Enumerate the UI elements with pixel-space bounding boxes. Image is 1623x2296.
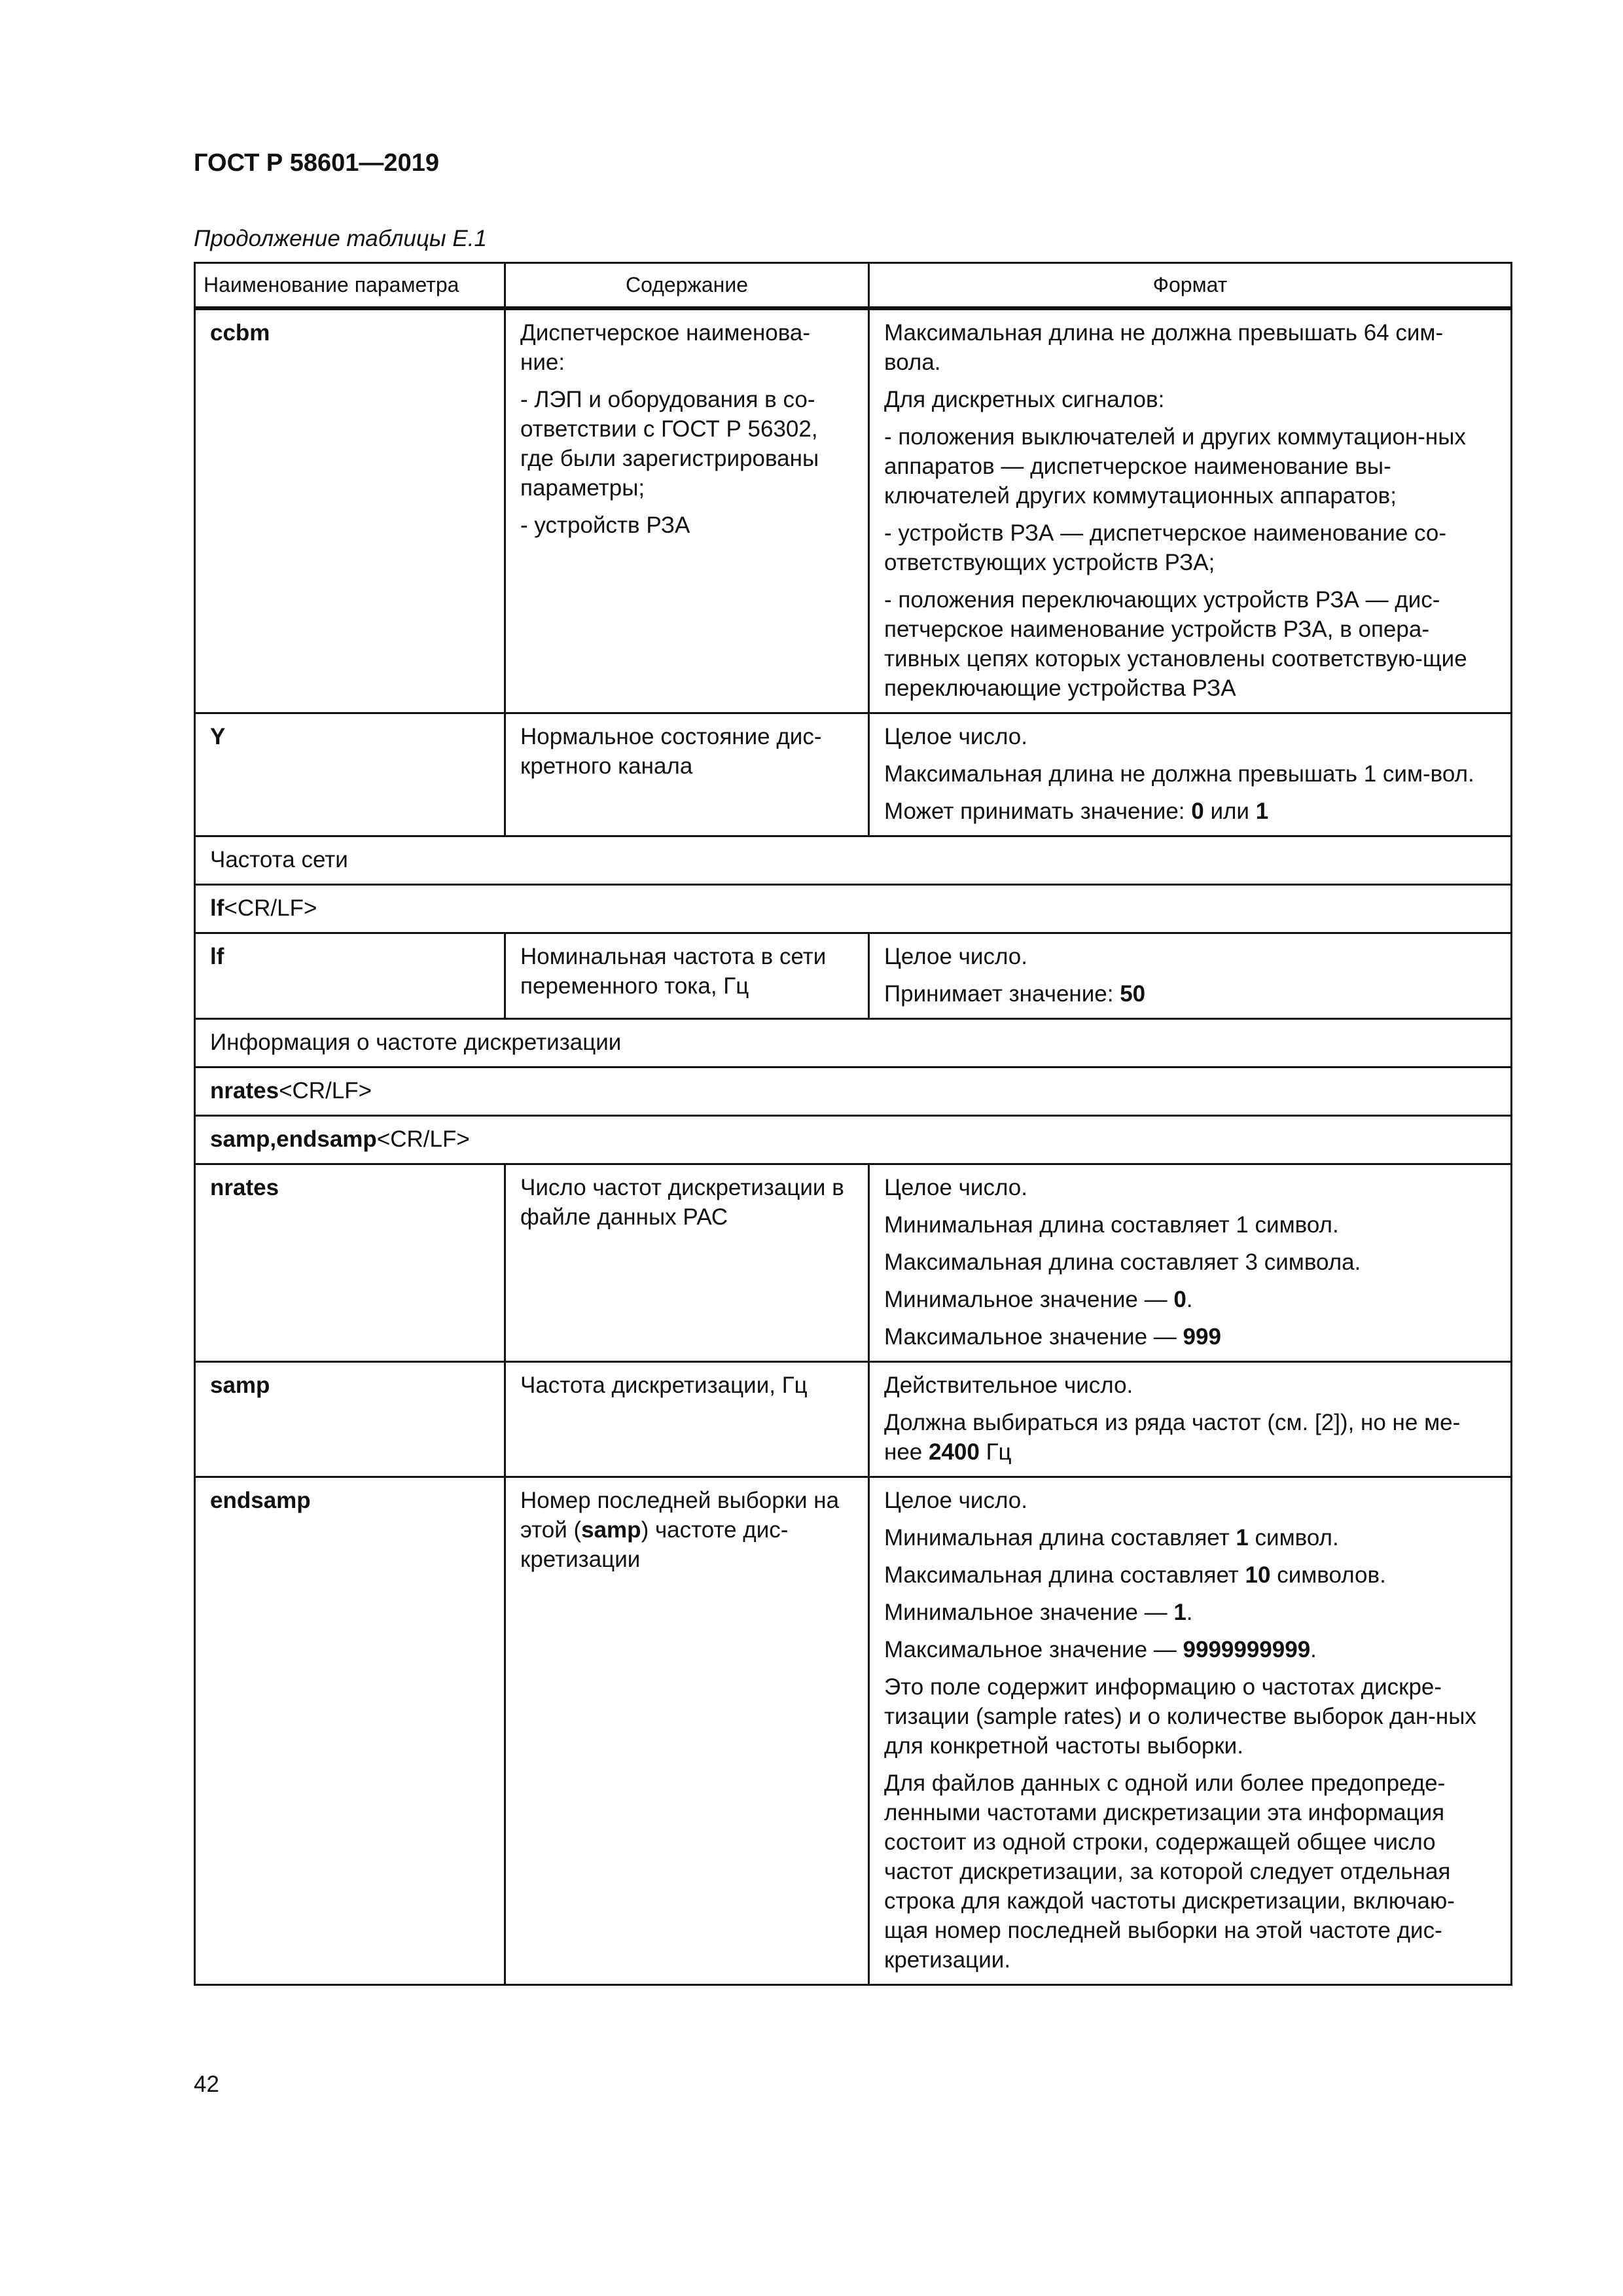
format-value: 2400 bbox=[928, 1439, 980, 1465]
document-code: ГОСТ Р 58601—2019 bbox=[194, 149, 439, 177]
format-text: Гц bbox=[979, 1439, 1012, 1465]
record-format-terminator: <CR/LF> bbox=[279, 1078, 372, 1103]
table-row-samp bbox=[195, 1362, 1512, 1477]
format-line: Целое число. bbox=[884, 1175, 1027, 1200]
format-text: Принимает значение: bbox=[884, 981, 1120, 1007]
format-line: Максимальная длина составляет 3 символа. bbox=[884, 1249, 1361, 1275]
format-text: Должна выбираться из ряда частот (см. [2]), но не ме-нее bbox=[884, 1410, 1461, 1465]
format-value: 999 bbox=[1183, 1324, 1221, 1350]
param-name: samp bbox=[195, 1362, 505, 1477]
column-header-content: Содержание bbox=[505, 263, 869, 309]
format-line: - положения переключающих устройств РЗА — дис-петчерское наименование устройств РЗА, в опера-тивных цепях которых установлены соответствую-щие переключающие устройства РЗА bbox=[884, 587, 1467, 701]
param-format bbox=[869, 933, 1512, 1019]
format-line bbox=[884, 797, 1497, 826]
parameters-table bbox=[194, 262, 1512, 1986]
record-format-field: samp,endsamp bbox=[210, 1126, 377, 1152]
format-text: Максимальное значение — bbox=[884, 1637, 1183, 1662]
param-name: ccbm bbox=[195, 308, 505, 713]
format-value: 1 bbox=[1255, 798, 1269, 824]
param-content bbox=[505, 308, 869, 713]
record-format bbox=[195, 885, 1512, 933]
format-text: или bbox=[1204, 798, 1256, 824]
format-text: Минимальное значение — bbox=[884, 1600, 1174, 1625]
format-line bbox=[884, 1560, 1497, 1590]
column-header-format: Формат bbox=[869, 263, 1512, 309]
format-text: Максимальное значение — bbox=[884, 1324, 1183, 1350]
format-value: 0 bbox=[1173, 1287, 1186, 1312]
table-row-y bbox=[195, 713, 1512, 836]
format-line: Действительное число. bbox=[884, 1372, 1133, 1398]
param-format bbox=[869, 1362, 1512, 1477]
format-line: Максимальная длина не должна превышать 64 сим-вола. bbox=[884, 320, 1444, 375]
param-content: Частота дискретизации, Гц bbox=[505, 1362, 869, 1477]
format-text: символ. bbox=[1248, 1525, 1339, 1551]
table-row-endsamp bbox=[195, 1477, 1512, 1985]
content-line: Диспетчерское наименова-ние: bbox=[520, 320, 811, 375]
format-value: 1 bbox=[1236, 1525, 1249, 1551]
format-text: Может принимать значение: bbox=[884, 798, 1192, 824]
format-text: символов. bbox=[1270, 1562, 1386, 1588]
param-content bbox=[505, 1477, 869, 1985]
table-header-row bbox=[195, 263, 1512, 309]
format-line: Это поле содержит информацию о частотах дискре-тизации (sample rates) и о количестве выборок дан-ных для конкретной частоты выборки. bbox=[884, 1674, 1476, 1759]
format-line: Для файлов данных с одной или более предопреде-ленными частотами дискретизации эта информация состоит из одной строки, содержащей общее число частот дискретизации, за которой следует отдельная строка для каждой частоты дискретизации, включаю-щая номер последней выборки на этой частоте дис-кретизации. bbox=[884, 1770, 1455, 1973]
format-line bbox=[884, 1598, 1497, 1627]
format-value: 0 bbox=[1191, 798, 1204, 824]
param-content: Число частот дискретизации в файле данных РАС bbox=[505, 1164, 869, 1362]
table-caption: Продолжение таблицы Е.1 bbox=[194, 226, 487, 251]
format-row-lf bbox=[195, 885, 1512, 933]
format-line bbox=[884, 979, 1497, 1009]
format-line: Минимальное значение — 0. bbox=[884, 1287, 1193, 1312]
content-value: samp bbox=[581, 1517, 641, 1543]
format-row-samp-endsamp bbox=[195, 1116, 1512, 1164]
param-content: Нормальное состояние дис-кретного канала bbox=[505, 713, 869, 836]
param-name: nrates bbox=[195, 1164, 505, 1362]
content-line: - устройств РЗА bbox=[520, 512, 690, 538]
format-line: Для дискретных сигналов: bbox=[884, 387, 1165, 412]
format-line: - положения выключателей и других коммутацион-ных аппаратов — диспетчерское наименование вы-ключателей других коммутационных аппаратов; bbox=[884, 424, 1466, 509]
format-text: Минимальное значение — bbox=[884, 1287, 1174, 1312]
format-line: Целое число. bbox=[884, 944, 1027, 969]
record-format-field: lf bbox=[210, 895, 224, 921]
param-name: lf bbox=[195, 933, 505, 1019]
content-text: ) частоте дис-кретизации bbox=[520, 1517, 789, 1572]
table-row-lf bbox=[195, 933, 1512, 1019]
format-text: Минимальная длина составляет bbox=[884, 1525, 1236, 1551]
section-row-sample-rates bbox=[195, 1019, 1512, 1067]
format-line: Целое число. bbox=[884, 724, 1027, 749]
record-format bbox=[195, 1067, 1512, 1116]
param-content: Номинальная частота в сети переменного тока, Гц bbox=[505, 933, 869, 1019]
format-value: 9999999999 bbox=[1183, 1637, 1311, 1662]
table-row-nrates bbox=[195, 1164, 1512, 1362]
format-value: 50 bbox=[1120, 981, 1146, 1007]
content-text: Номер последней выборки на этой ( bbox=[520, 1488, 840, 1543]
param-name: endsamp bbox=[195, 1477, 505, 1985]
param-format bbox=[869, 1477, 1512, 1985]
record-format bbox=[195, 1116, 1512, 1164]
format-line: Целое число. bbox=[884, 1488, 1027, 1513]
format-text: Максимальная длина составляет bbox=[884, 1562, 1245, 1588]
record-format-field: nrates bbox=[210, 1078, 279, 1103]
param-format bbox=[869, 713, 1512, 836]
record-format-terminator: <CR/LF> bbox=[376, 1126, 470, 1152]
section-title: Информация о частоте дискретизации bbox=[195, 1019, 1512, 1067]
column-header-name: Наименование параметра bbox=[195, 263, 505, 309]
format-value: 10 bbox=[1245, 1562, 1271, 1588]
format-line bbox=[884, 1322, 1497, 1352]
format-line bbox=[884, 1635, 1497, 1664]
page-number: 42 bbox=[194, 2072, 219, 2097]
section-row-frequency bbox=[195, 836, 1512, 885]
format-text: . bbox=[1310, 1637, 1317, 1662]
record-format-terminator: <CR/LF> bbox=[224, 895, 317, 921]
param-format bbox=[869, 308, 1512, 713]
format-row-nrates bbox=[195, 1067, 1512, 1116]
table-row-ccbm bbox=[195, 308, 1512, 713]
format-line: - устройств РЗА — диспетчерское наименование со-ответствующих устройств РЗА; bbox=[884, 520, 1447, 575]
format-text: . bbox=[1186, 1600, 1193, 1625]
param-format bbox=[869, 1164, 1512, 1362]
format-line bbox=[884, 1408, 1497, 1467]
param-name: Y bbox=[195, 713, 505, 836]
format-line bbox=[884, 1523, 1497, 1552]
format-line: Максимальная длина не должна превышать 1 сим-вол. bbox=[884, 761, 1474, 787]
format-value: 1 bbox=[1173, 1600, 1186, 1625]
content-line: - ЛЭП и оборудования в со-ответствии с ГОСТ Р 56302, где были зарегистрированы параметры; bbox=[520, 387, 819, 501]
section-title: Частота сети bbox=[195, 836, 1512, 885]
format-line: Минимальная длина составляет 1 символ. bbox=[884, 1212, 1339, 1238]
